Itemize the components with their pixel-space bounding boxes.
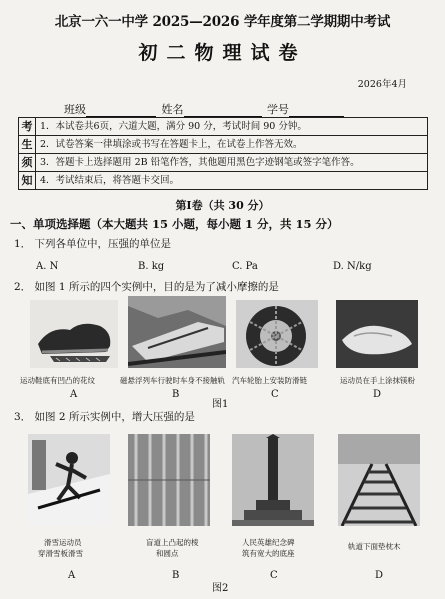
sneaker-image bbox=[30, 300, 118, 368]
name-label: 姓名 bbox=[161, 103, 184, 116]
notice-key: 知 bbox=[19, 172, 36, 190]
school-exam-title: 北京一六一中学 2025—2026 学年度第二学期期中考试 bbox=[54, 14, 391, 30]
q1-option-c[interactable]: C. Pa bbox=[232, 261, 258, 272]
q3-caption-a-line2: 穿滑雪板滑雪 bbox=[38, 549, 83, 558]
notice-text: 2．试卷答案一律填涂或书写在答题卡上，在试卷上作答无效。 bbox=[36, 136, 428, 154]
q2-label-a: A bbox=[70, 389, 78, 400]
exam-notice-table bbox=[18, 117, 428, 190]
student-info-fields bbox=[64, 101, 344, 117]
q1-option-b[interactable]: B. kg bbox=[138, 261, 165, 272]
section-heading: 一、单项选择题（本大题共 15 小题，每小题 1 分，共 15 分） bbox=[10, 217, 339, 231]
q3-caption-b-line1: 盲道上凸起的棱 bbox=[146, 538, 199, 547]
q2-caption-d: 运动员在手上涂抹镁粉 bbox=[340, 376, 415, 385]
notice-text: 4．考试结束后，将答题卡交回。 bbox=[36, 172, 428, 190]
notice-text: 1．本试卷共6页，六道大题，满分 90 分，考试时间 90 分钟。 bbox=[36, 118, 428, 136]
notice-key: 须 bbox=[19, 154, 36, 172]
q3-caption-b-line2: 和圆点 bbox=[156, 549, 179, 558]
id-blank[interactable] bbox=[289, 106, 344, 117]
snow-chain-tire-image bbox=[236, 300, 318, 368]
question-3-stem: 3． 如图 2 所示实例中，增大压强的是 bbox=[14, 411, 195, 423]
skier-image bbox=[28, 434, 110, 526]
q2-label-b: B bbox=[172, 389, 180, 400]
q3-caption-d: 轨道下面垫枕木 bbox=[348, 542, 401, 551]
railway-sleepers-image bbox=[338, 434, 420, 526]
question-1-stem: 1． 下列各单位中，压强的单位是 bbox=[14, 238, 172, 250]
tactile-paving-image bbox=[128, 434, 210, 526]
q3-label-a: A bbox=[68, 570, 76, 581]
q3-caption-c-line1: 人民英雄纪念碑 bbox=[242, 538, 295, 547]
q3-label-c: C bbox=[270, 570, 278, 581]
q3-caption-c-line2: 筑有宽大的底座 bbox=[242, 549, 295, 558]
q2-caption-b: 磁悬浮列车行驶时车身不接触轨 bbox=[120, 376, 225, 385]
name-blank[interactable] bbox=[184, 106, 262, 117]
maglev-train-image bbox=[128, 296, 226, 368]
notice-key: 考 bbox=[19, 118, 36, 136]
class-blank[interactable] bbox=[86, 106, 156, 117]
q2-caption-c: 汽车轮胎上安装防滑链 bbox=[232, 376, 307, 385]
q1-option-a[interactable]: A. N bbox=[36, 261, 59, 272]
volume-heading: 第Ⅰ卷（共 30 分） bbox=[175, 199, 270, 212]
q2-caption-a: 运动鞋底有凹凸的花纹 bbox=[20, 376, 95, 385]
magnesium-powder-hands-image bbox=[336, 300, 418, 368]
exam-date: 2026年4月 bbox=[357, 79, 407, 90]
figure-2-label: 图2 bbox=[212, 583, 229, 594]
q3-label-d: D bbox=[375, 570, 384, 581]
figure-1-label: 图1 bbox=[212, 399, 229, 410]
id-label: 学号 bbox=[267, 103, 289, 116]
q2-label-c: C bbox=[271, 389, 279, 400]
class-label: 班级 bbox=[64, 103, 86, 116]
q1-option-d[interactable]: D. N/kg bbox=[333, 261, 372, 272]
monument-image bbox=[232, 434, 314, 526]
q3-caption-a-line1: 滑雪运动员 bbox=[44, 538, 82, 547]
q2-label-d: D bbox=[373, 389, 382, 400]
q3-label-b: B bbox=[172, 570, 180, 581]
notice-key: 生 bbox=[19, 136, 36, 154]
notice-text: 3．答题卡上选择题用 2B 铅笔作答，其他题用黑色字迹钢笔或签字笔作答。 bbox=[36, 154, 428, 172]
paper-title: 初二物理试卷 bbox=[138, 42, 307, 64]
question-2-stem: 2． 如图 1 所示的四个实例中，目的是为了减小摩擦的是 bbox=[14, 281, 279, 293]
